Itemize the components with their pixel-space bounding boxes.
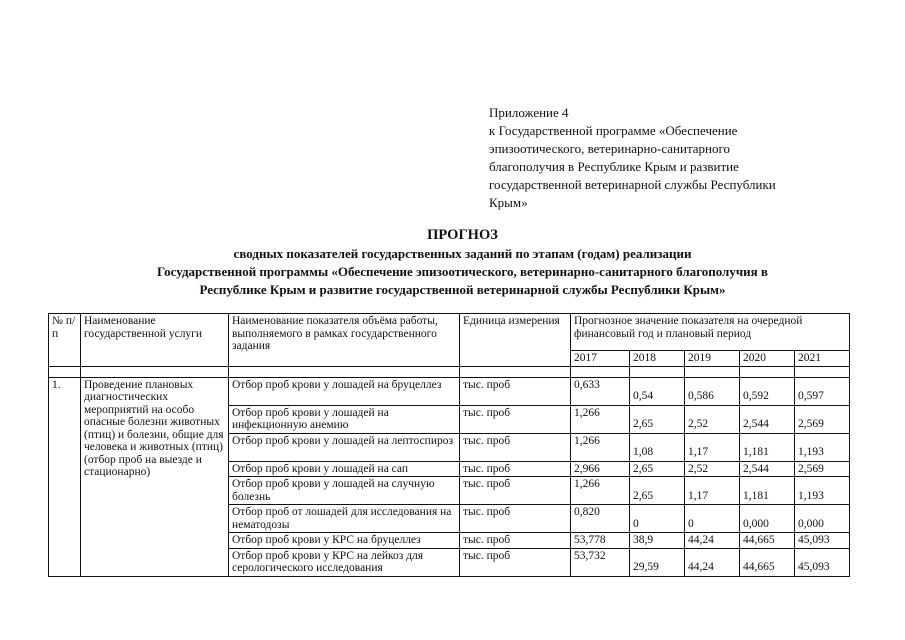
indicator-name: Отбор проб крови у лошадей на лептоспироз (229, 433, 460, 461)
value-2018: 38,9 (630, 533, 685, 549)
value-2019: 44,24 (685, 533, 740, 549)
unit-cell: тыс. проб (460, 477, 571, 505)
value-2019: 44,24 (685, 548, 740, 576)
indicator-name: Отбор проб крови у лошадей на сап (229, 461, 460, 477)
value-2019: 2,52 (685, 405, 740, 433)
spacer-cell (630, 366, 685, 377)
year-cell: 2020 (740, 351, 795, 367)
header-unit: Единица измерения (460, 314, 571, 367)
spacer-cell (229, 366, 460, 377)
value-2018: 2,65 (630, 461, 685, 477)
value-2017: 1,266 (571, 433, 630, 461)
appendix-line: государственной ветеринарной службы Республики (489, 177, 776, 192)
value-2018: 2,65 (630, 477, 685, 505)
value-2018: 0 (630, 505, 685, 533)
spacer-cell (49, 366, 81, 377)
appendix-line: благополучия в Республике Крым и развитие (489, 159, 739, 174)
indicator-name: Отбор проб крови у КРС на бруцеллез (229, 533, 460, 549)
heading-line: Республике Крым и развитие государственной ветеринарной службы Республики Крым» (199, 282, 726, 297)
forecast-table (48, 313, 850, 577)
header-indicator: Наименование показателя объёма работы, выполняемого в рамках государственного задания (229, 314, 460, 367)
value-2020: 2,544 (740, 405, 795, 433)
value-2020: 0,592 (740, 377, 795, 405)
unit-cell: тыс. проб (460, 505, 571, 533)
appendix-line: к Государственной программе «Обеспечение (489, 123, 738, 138)
unit-cell: тыс. проб (460, 405, 571, 433)
appendix-line: эпизоотического, ветеринарно-санитарного (489, 141, 731, 156)
heading-line: сводных показателей государственных заданий по этапам (годам) реализации (233, 246, 692, 261)
value-2018: 2,65 (630, 405, 685, 433)
value-2019: 1,17 (685, 477, 740, 505)
heading-line: Государственной программы «Обеспечение эпизоотического, ветеринарно-санитарного благополучия в (157, 264, 768, 279)
value-2019: 0 (685, 505, 740, 533)
value-2018: 0,54 (630, 377, 685, 405)
unit-cell: тыс. проб (460, 461, 571, 477)
spacer-cell (81, 366, 229, 377)
appendix-line: Приложение 4 (489, 105, 569, 120)
indicator-name: Отбор проб от лошадей для исследования на нематодозы (229, 505, 460, 533)
document-title: ПРОГНОЗ (427, 227, 498, 243)
value-2021: 0,000 (795, 505, 850, 533)
indicator-name: Отбор проб крови у лошадей на случную болезнь (229, 477, 460, 505)
unit-cell: тыс. проб (460, 533, 571, 549)
value-2020: 2,544 (740, 461, 795, 477)
value-2017: 53,732 (571, 548, 630, 576)
spacer-cell (571, 366, 630, 377)
value-2020: 44,665 (740, 533, 795, 549)
value-2018: 29,59 (630, 548, 685, 576)
document-heading (40, 226, 885, 299)
value-2017: 1,266 (571, 477, 630, 505)
indicator-name: Отбор проб крови у лошадей на бруцеллез (229, 377, 460, 405)
value-2020: 1,181 (740, 477, 795, 505)
spacer-cell (685, 366, 740, 377)
value-2017: 0,820 (571, 505, 630, 533)
indicator-name: Отбор проб крови у КРС на лейкоз для серологического исследования (229, 548, 460, 576)
year-cell: 2017 (571, 351, 630, 367)
row-number: 1. (49, 377, 81, 576)
value-2021: 45,093 (795, 533, 850, 549)
value-2021: 1,193 (795, 477, 850, 505)
unit-cell: тыс. проб (460, 433, 571, 461)
unit-cell: тыс. проб (460, 548, 571, 576)
spacer-cell (460, 366, 571, 377)
value-2017: 1,266 (571, 405, 630, 433)
table-row (49, 377, 850, 405)
value-2019: 2,52 (685, 461, 740, 477)
value-2018: 1,08 (630, 433, 685, 461)
appendix-line: Крым» (489, 195, 528, 210)
unit-cell: тыс. проб (460, 377, 571, 405)
indicator-name: Отбор проб крови у лошадей на инфекционную анемию (229, 405, 460, 433)
spacer-cell (795, 366, 850, 377)
value-2017: 2,966 (571, 461, 630, 477)
value-2021: 2,569 (795, 461, 850, 477)
value-2021: 45,093 (795, 548, 850, 576)
year-cell: 2019 (685, 351, 740, 367)
value-2019: 0,586 (685, 377, 740, 405)
value-2017: 53,778 (571, 533, 630, 549)
value-2020: 44,665 (740, 548, 795, 576)
year-cell: 2018 (630, 351, 685, 367)
table-header-row (49, 314, 850, 351)
header-service: Наименование государственной услуги (81, 314, 229, 367)
spacer-row (49, 366, 850, 377)
value-2021: 2,569 (795, 405, 850, 433)
value-2021: 1,193 (795, 433, 850, 461)
year-cell: 2021 (795, 351, 850, 367)
value-2020: 0,000 (740, 505, 795, 533)
service-name: Проведение плановых диагностических мероприятий на особо опасные болезни животных (птиц) и болезни, общие для человека и животных (птиц) (отбор проб на выезде и стационарно) (81, 377, 229, 576)
value-2021: 0,597 (795, 377, 850, 405)
spacer-cell (740, 366, 795, 377)
header-forecast: Прогнозное значение показателя на очередной финансовый год и плановый период (571, 314, 850, 351)
header-num: № п/п (49, 314, 81, 367)
value-2017: 0,633 (571, 377, 630, 405)
appendix-block (489, 104, 849, 212)
value-2020: 1,181 (740, 433, 795, 461)
value-2019: 1,17 (685, 433, 740, 461)
